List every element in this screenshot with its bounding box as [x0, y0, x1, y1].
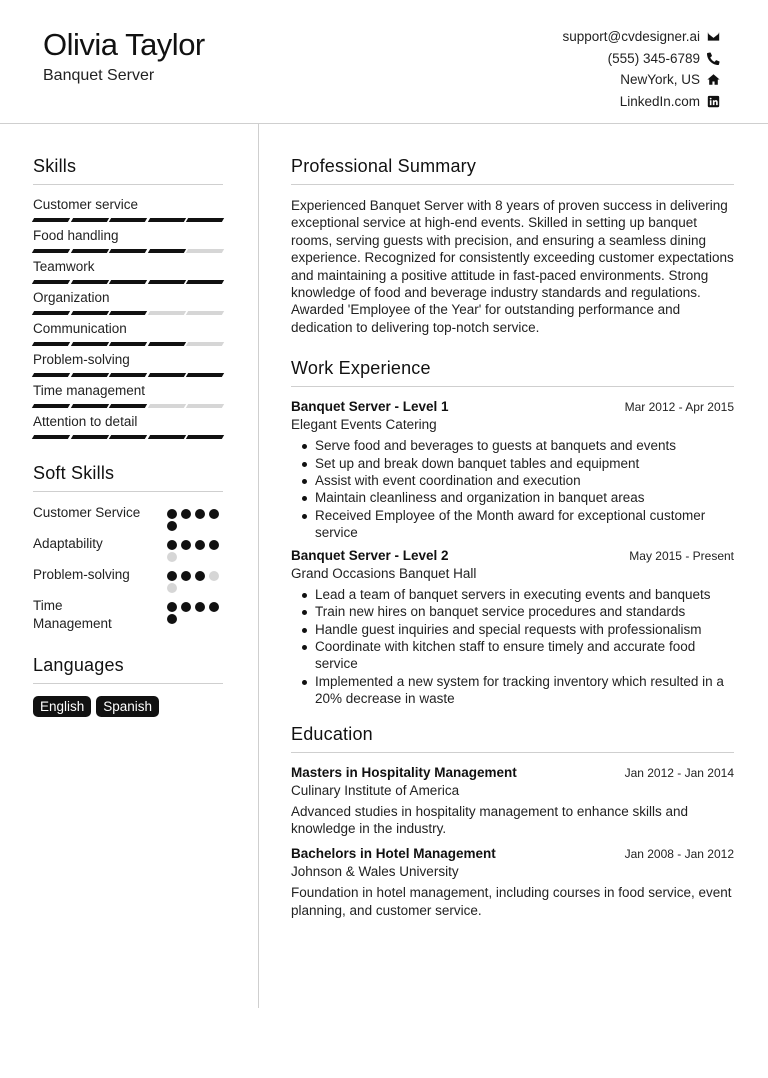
rating-dot — [181, 509, 191, 519]
rating-dot — [167, 552, 177, 562]
candidate-name: Olivia Taylor — [43, 27, 205, 62]
contact-linkedin[interactable] — [562, 91, 720, 113]
skill-level-segment — [186, 280, 224, 284]
job-bullet: Lead a team of banquet servers in executing events and banquets — [299, 586, 734, 603]
soft-skills-heading: Soft Skills — [33, 463, 223, 492]
rating-dot — [167, 602, 177, 612]
rating-dot — [167, 614, 177, 624]
envelope-icon — [706, 30, 720, 44]
soft-skill-item — [33, 597, 223, 633]
skill-item — [33, 352, 223, 378]
skill-level-bar — [33, 280, 223, 285]
skill-level-segment — [109, 342, 147, 346]
skill-level-segment — [109, 373, 147, 377]
soft-skill-rating — [167, 597, 223, 633]
education-description: Advanced studies in hospitality management to enhance skills and knowledge in the industry. — [291, 803, 688, 836]
education-entry — [291, 846, 734, 919]
job-bullet: Serve food and beverages to guests at banquets and events — [299, 437, 734, 454]
languages-heading: Languages — [33, 655, 223, 684]
skill-level-segment — [70, 404, 108, 408]
contact-location — [562, 69, 720, 91]
skill-item — [33, 383, 223, 409]
skill-name: Problem-solving — [33, 352, 130, 367]
rating-dot — [181, 540, 191, 550]
rating-dot — [167, 540, 177, 550]
languages-list — [33, 696, 223, 717]
soft-skill-name: Problem-solving — [33, 567, 130, 582]
soft-skill-item — [33, 566, 223, 593]
education-entry — [291, 765, 734, 838]
job-title: Banquet Server - Level 2 — [291, 547, 449, 563]
education-dates: Jan 2008 - Jan 2012 — [624, 847, 734, 862]
job-dates: Mar 2012 - Apr 2015 — [624, 400, 734, 415]
skill-level-segment — [186, 218, 224, 222]
skill-item — [33, 259, 223, 285]
job-bullet: Handle guest inquiries and special requests with professionalism — [299, 621, 734, 638]
soft-skill-item — [33, 504, 223, 531]
skill-level-segment — [109, 249, 147, 253]
job-entry — [291, 548, 734, 708]
rating-dot — [195, 602, 205, 612]
job-bullet: Received Employee of the Month award for exceptional customer service — [299, 507, 734, 542]
home-icon — [706, 73, 720, 87]
contact-email[interactable] — [562, 26, 720, 48]
skill-level-segment — [70, 249, 108, 253]
skill-level-bar — [33, 435, 223, 440]
education-header — [291, 846, 734, 861]
rating-dot — [209, 602, 219, 612]
rating-dot — [181, 602, 191, 612]
skill-item — [33, 228, 223, 254]
soft-skills-list — [33, 504, 223, 633]
skills-list — [33, 197, 223, 440]
skill-level-segment — [148, 249, 186, 253]
language-badge: English — [33, 696, 91, 717]
skill-level-segment — [186, 404, 224, 408]
skill-level-segment — [70, 218, 108, 222]
right-column — [291, 156, 734, 928]
skill-level-segment — [32, 249, 70, 253]
skill-level-segment — [186, 249, 224, 253]
rating-dot — [209, 540, 219, 550]
skill-level-segment — [70, 435, 108, 439]
skill-name: Time management — [33, 383, 146, 398]
skill-level-segment — [32, 404, 70, 408]
skill-level-segment — [32, 342, 70, 346]
job-header — [291, 399, 734, 414]
skill-level-bar — [33, 373, 223, 378]
skill-level-segment — [109, 218, 147, 222]
job-company: Grand Occasions Banquet Hall — [291, 565, 477, 581]
rating-dot — [167, 583, 177, 593]
skill-name: Attention to detail — [33, 414, 138, 429]
skill-level-segment — [70, 373, 108, 377]
skill-level-segment — [32, 435, 70, 439]
soft-skill-rating — [167, 535, 223, 562]
job-dates: May 2015 - Present — [629, 548, 734, 563]
skill-level-segment — [148, 373, 186, 377]
education-degree: Bachelors in Hotel Management — [291, 846, 496, 862]
skill-name: Communication — [33, 321, 127, 336]
rating-dot — [195, 509, 205, 519]
job-company: Elegant Events Catering — [291, 417, 437, 433]
skill-level-segment — [148, 218, 186, 222]
skill-name: Customer service — [33, 197, 139, 212]
job-bullet: Set up and break down banquet tables and equipment — [299, 455, 734, 472]
job-bullets — [291, 586, 734, 708]
email-text: support@cvdesigner.ai — [562, 29, 700, 45]
skill-item — [33, 197, 223, 223]
summary-text: Experienced Banquet Server with 8 years of proven success in delivering exceptional service at high-end events. Skilled in setting up banquet rooms, serving guests with precision, and ensuring a seamless dining experience. Recognized for consistently exceeding customer expectations and maintaining a positive attitude in fast-paced environments. Strong knowledge of food and beverage industry standards and regulations. Awarded 'Employee of the Year' for outstanding performance and dedication to delivering top-notch service. — [291, 198, 734, 335]
skill-level-segment — [109, 311, 147, 315]
phone-text: (555) 345-6789 — [607, 50, 700, 66]
location-text: NewYork, US — [620, 72, 700, 88]
education-degree: Masters in Hospitality Management — [291, 764, 517, 780]
rating-dot — [167, 509, 177, 519]
job-entry — [291, 399, 734, 541]
skill-item — [33, 414, 223, 440]
rating-dot — [209, 571, 219, 581]
skills-heading: Skills — [33, 156, 223, 185]
skill-level-bar — [33, 342, 223, 347]
skill-item — [33, 290, 223, 316]
job-title: Banquet Server - Level 1 — [291, 399, 449, 415]
job-bullet: Implemented a new system for tracking inventory which resulted in a 20% decrease in waste — [299, 673, 734, 708]
skill-level-segment — [186, 373, 224, 377]
skill-level-segment — [148, 280, 186, 284]
skill-level-segment — [32, 311, 70, 315]
skill-level-segment — [32, 373, 70, 377]
job-bullet: Assist with event coordination and execution — [299, 472, 734, 489]
skill-level-segment — [70, 342, 108, 346]
soft-skill-rating — [167, 566, 223, 593]
job-bullet: Train new hires on banquet service procedures and standards — [299, 603, 734, 620]
skill-level-segment — [148, 342, 186, 346]
soft-skill-name: Customer Service — [33, 505, 141, 520]
job-bullet: Coordinate with kitchen staff to ensure timely and accurate food service — [299, 638, 734, 673]
education-header — [291, 765, 734, 780]
skill-level-segment — [148, 404, 186, 408]
contact-info — [562, 26, 720, 112]
soft-skill-name: Time Management — [33, 598, 112, 631]
skill-level-segment — [32, 280, 70, 284]
linkedin-icon — [706, 94, 720, 108]
rating-dot — [195, 540, 205, 550]
rating-dot — [167, 571, 177, 581]
skill-level-segment — [186, 435, 224, 439]
skill-level-bar — [33, 404, 223, 409]
summary-heading: Professional Summary — [291, 156, 734, 185]
candidate-title: Banquet Server — [43, 67, 155, 84]
language-badge: Spanish — [96, 696, 159, 717]
skill-level-bar — [33, 311, 223, 316]
education-heading: Education — [291, 724, 734, 753]
skill-name: Food handling — [33, 228, 119, 243]
rating-dot — [195, 571, 205, 581]
skill-level-segment — [109, 404, 147, 408]
contact-phone[interactable] — [562, 48, 720, 70]
phone-icon — [706, 51, 720, 65]
skill-name: Teamwork — [33, 259, 95, 274]
left-column — [33, 156, 223, 717]
rating-dot — [181, 571, 191, 581]
education-description: Foundation in hotel management, including courses in food service, event planning, and customer service. — [291, 885, 732, 918]
skill-item — [33, 321, 223, 347]
education-list — [291, 765, 734, 920]
soft-skill-item — [33, 535, 223, 562]
rating-dot — [167, 521, 177, 531]
resume-header — [0, 0, 768, 124]
education-school: Johnson & Wales University — [291, 864, 459, 880]
skill-name: Organization — [33, 290, 110, 305]
skill-level-segment — [32, 218, 70, 222]
skill-level-segment — [70, 311, 108, 315]
linkedin-text: LinkedIn.com — [619, 93, 700, 109]
experience-list — [291, 399, 734, 707]
skill-level-segment — [109, 280, 147, 284]
skill-level-segment — [186, 342, 224, 346]
job-bullets — [291, 437, 734, 541]
job-bullet: Maintain cleanliness and organization in banquet areas — [299, 489, 734, 506]
skill-level-segment — [148, 435, 186, 439]
column-divider — [258, 124, 259, 1008]
soft-skill-name: Adaptability — [33, 536, 103, 551]
skill-level-segment — [109, 435, 147, 439]
skill-level-bar — [33, 218, 223, 223]
skill-level-segment — [70, 280, 108, 284]
skill-level-segment — [148, 311, 186, 315]
education-school: Culinary Institute of America — [291, 782, 460, 798]
education-dates: Jan 2012 - Jan 2014 — [624, 765, 734, 780]
experience-heading: Work Experience — [291, 358, 734, 387]
job-header — [291, 548, 734, 563]
soft-skill-rating — [167, 504, 223, 531]
skill-level-bar — [33, 249, 223, 254]
skill-level-segment — [186, 311, 224, 315]
rating-dot — [209, 509, 219, 519]
